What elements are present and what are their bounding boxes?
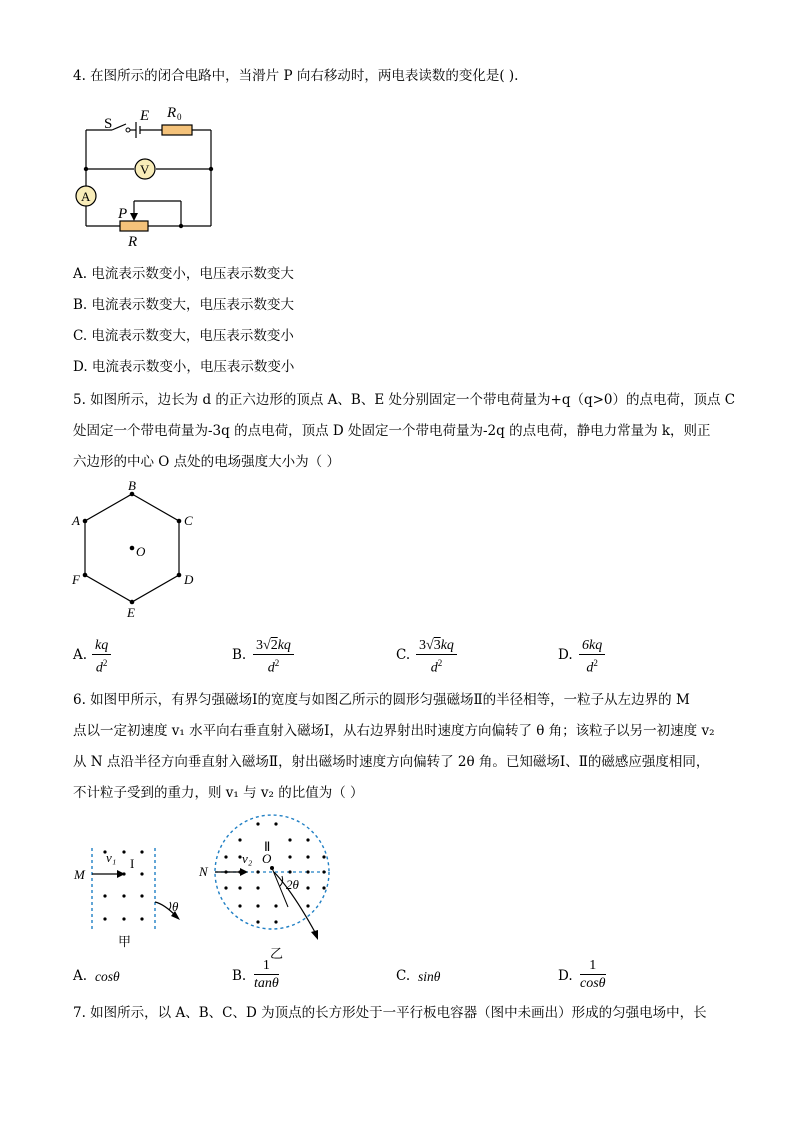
svg-text:A: A — [81, 189, 91, 204]
q6-option-b-numerator: 1 — [254, 957, 279, 975]
svg-text:V: V — [140, 162, 150, 177]
q5-option-b-letter[interactable]: B. — [232, 647, 247, 663]
q5-option-a-fraction — [92, 637, 111, 677]
q6-option-b-denominator: tanθ — [254, 976, 279, 991]
q5-option-b-denominator: $d^2$ — [267, 658, 280, 676]
q6-option-d-denominator: cosθ — [580, 976, 606, 991]
q6-option-c-text: sinθ — [418, 969, 441, 984]
q5-option-c-letter[interactable]: C. — [396, 647, 411, 663]
q4-stem: 4. 在图所示的闭合电路中，当滑片 P 向右移动时，两电表读数的变化是( ). — [73, 68, 519, 84]
q6-option-b-fraction — [254, 957, 279, 992]
svg-text:0: 0 — [177, 112, 182, 122]
svg-text:A: A — [72, 513, 80, 528]
q7-stem-line1: 7. 如图所示，以 A、B、C、D 为顶点的长方形处于一平行板电容器（图中未画出）形成的匀强电场中，长 — [73, 1005, 707, 1021]
q5-option-a-numerator: kq — [92, 637, 111, 655]
q4-option-d[interactable]: D. 电流表示数变小，电压表示数变小 — [73, 359, 295, 375]
q4-option-c[interactable]: C. 电流表示数变大，电压表示数变小 — [73, 328, 294, 344]
q6-option-d-numerator: 1 — [580, 957, 606, 975]
svg-text:Ⅱ: Ⅱ — [264, 839, 271, 854]
q6-stem-line2: 点以一定初速度 v₁ 水平向右垂直射入磁场Ⅰ，从右边界射出时速度方向偏转了 θ 角；该粒子以另一初速度 v₂ — [73, 723, 715, 739]
q4-circuit-diagram — [70, 100, 230, 250]
q6-option-c-letter[interactable]: C. — [396, 968, 411, 984]
q6-figure-yi — [198, 812, 343, 964]
svg-text:θ: θ — [172, 899, 179, 914]
svg-text:甲: 甲 — [118, 934, 132, 949]
q5-option-a-denominator: $d^2$ — [95, 658, 108, 676]
svg-text:R: R — [167, 105, 177, 121]
q5-option-c-numerator: 3√3kq — [416, 637, 457, 655]
q6-option-d-letter[interactable]: D. — [558, 968, 573, 984]
q5-option-d-denominator: $d^2$ — [586, 658, 598, 676]
q6-option-d-fraction — [580, 957, 606, 992]
q6-figure-jia — [72, 840, 202, 955]
q4-option-a[interactable]: A. 电流表示数变小，电压表示数变大 — [73, 266, 294, 282]
q5-option-b-fraction — [253, 637, 294, 677]
q5-option-d-letter[interactable]: D. — [558, 647, 573, 663]
q5-hexagon-diagram — [68, 478, 208, 623]
q6-stem-line4: 不计粒子受到的重力，则 v₁ 与 v₂ 的比值为（ ） — [73, 785, 364, 801]
svg-text:O: O — [262, 851, 272, 866]
q6-option-a-letter[interactable]: A. — [73, 968, 88, 984]
q5-stem-line2: 处固定一个带电荷量为-3q 的点电荷，顶点 D 处固定一个带电荷量为-2q 的点电荷，静电力常量为 k，则正 — [73, 423, 711, 439]
svg-text:C: C — [184, 513, 193, 528]
q5-option-b-numerator: 3√2kq — [253, 637, 294, 655]
svg-text:2θ: 2θ — [286, 877, 299, 892]
svg-text:R: R — [128, 234, 138, 250]
svg-text:P: P — [118, 206, 128, 222]
svg-text:M: M — [74, 867, 85, 882]
q5-option-c-denominator: $d^2$ — [430, 658, 443, 676]
q6-option-b-letter[interactable]: B. — [232, 968, 247, 984]
q5-stem-line1: 5. 如图所示，边长为 d 的正六边形的顶点 A、B、E 处分别固定一个带电荷量为+q（q>0）的点电荷，顶点 C — [73, 392, 736, 408]
svg-text:I: I — [130, 856, 135, 871]
q6-option-a-text: cosθ — [95, 969, 120, 984]
svg-text:乙: 乙 — [270, 946, 284, 961]
q5-option-d-fraction — [579, 637, 605, 677]
q4-option-b[interactable]: B. 电流表示数变大，电压表示数变大 — [73, 297, 295, 313]
svg-text:E: E — [140, 108, 150, 124]
q6-stem-line3: 从 N 点沿半径方向垂直射入磁场Ⅱ，射出磁场时速度方向偏转了 2θ 角。已知磁场Ⅰ、Ⅱ的磁感应强度相同， — [73, 754, 710, 770]
svg-text:F: F — [72, 572, 80, 587]
svg-text:v₁: v₁ — [106, 850, 117, 865]
svg-text:v₂: v₂ — [242, 851, 253, 866]
svg-text:E: E — [127, 605, 135, 620]
svg-text:O: O — [136, 544, 146, 559]
svg-text:D: D — [184, 572, 194, 587]
svg-text:N: N — [199, 864, 208, 879]
svg-text:B: B — [128, 478, 136, 493]
q5-option-a-letter[interactable]: A. — [73, 647, 88, 663]
q5-option-d-numerator: 6kq — [579, 637, 605, 655]
q6-stem-line1: 6. 如图甲所示，有界匀强磁场Ⅰ的宽度与如图乙所示的圆形匀强磁场Ⅱ的半径相等，一粒子从左边界的 M — [73, 692, 690, 708]
q5-option-c-fraction — [416, 637, 457, 677]
q5-stem-line3: 六边形的中心 O 点处的电场强度大小为（ ） — [73, 454, 340, 470]
svg-text:S: S — [104, 116, 113, 132]
